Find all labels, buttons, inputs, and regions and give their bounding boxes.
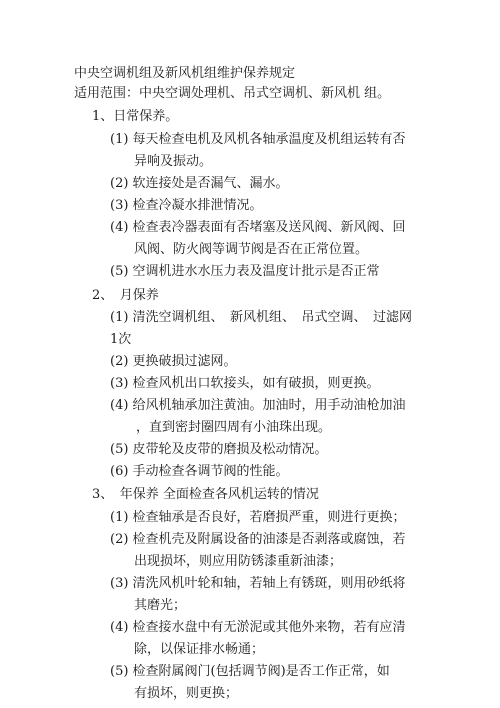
list-item: (3) 检查冷凝水排泄情况。 bbox=[110, 198, 263, 213]
list-item: (4) 检查接水盘中有无淤泥或其他外来物，若有应清 bbox=[110, 620, 406, 635]
list-item-continuation: 有损坏，则更换； bbox=[134, 686, 239, 701]
list-item: (5) 检查附属阀门(包括调节阀)是否工作正常，如 bbox=[110, 664, 390, 679]
list-item-continuation: 出现损坏，则应用防锈漆重新油漆； bbox=[134, 554, 343, 569]
list-item: (1) 清洗空调机组、 新风机组、 吊式空调、 过滤网 bbox=[110, 310, 413, 325]
list-item: (6) 手动检查各调节阀的性能。 bbox=[110, 464, 289, 479]
list-item: (5) 空调机进水水压力表及温度计批示是否正常 bbox=[110, 264, 380, 279]
list-item-continuation: ，直到密封圈四周有小油珠出现。 bbox=[136, 420, 332, 435]
list-item-continuation: 除，以保证排水畅通； bbox=[134, 642, 265, 657]
scope-line: 适用范围：中央空调处理机、吊式空调机、新风机 组。 bbox=[74, 86, 391, 101]
document-title: 中央空调机组及新风机组维护保养规定 bbox=[74, 66, 296, 81]
section-heading-daily: 1、日常保养。 bbox=[92, 109, 179, 124]
list-item-continuation: 异响及振动。 bbox=[134, 154, 213, 169]
section-heading-yearly: 3、 年保养 全面检查各风机运转的情况 bbox=[92, 487, 319, 502]
list-item: (1) 每天检查电机及风机各轴承温度及机组运转有否 bbox=[110, 132, 406, 147]
list-item: (3) 检查风机出口软接头，如有破损，则更换。 bbox=[110, 376, 380, 391]
list-item: (2) 更换破损过滤网。 bbox=[110, 354, 237, 369]
list-item: (1) 检查轴承是否良好，若磨损严重，则进行更换； bbox=[110, 510, 406, 525]
list-item-continuation: 1次 bbox=[110, 332, 132, 347]
list-item: (2) 软连接处是否漏气、漏水。 bbox=[110, 176, 289, 191]
list-item-continuation: 其磨光； bbox=[134, 598, 187, 613]
list-item: (5) 皮带轮及皮带的磨损及松动情况。 bbox=[110, 442, 328, 457]
section-heading-monthly: 2、 月保养 bbox=[92, 288, 159, 303]
list-item: (2) 检查机壳及附属设备的油漆是否剥落或腐蚀，若 bbox=[110, 532, 406, 547]
list-item: (4) 检查表冷器表面有否堵塞及送风阀、新风阀、回 bbox=[110, 220, 406, 235]
list-item: (4) 给风机轴承加注黄油。加油时，用手动油枪加油 bbox=[110, 398, 406, 413]
list-item: (3) 清洗风机叶轮和轴，若轴上有锈斑，则用砂纸将 bbox=[110, 576, 406, 591]
list-item-continuation: 风阀、防火阀等调节阀是否在正常位置。 bbox=[134, 242, 369, 257]
